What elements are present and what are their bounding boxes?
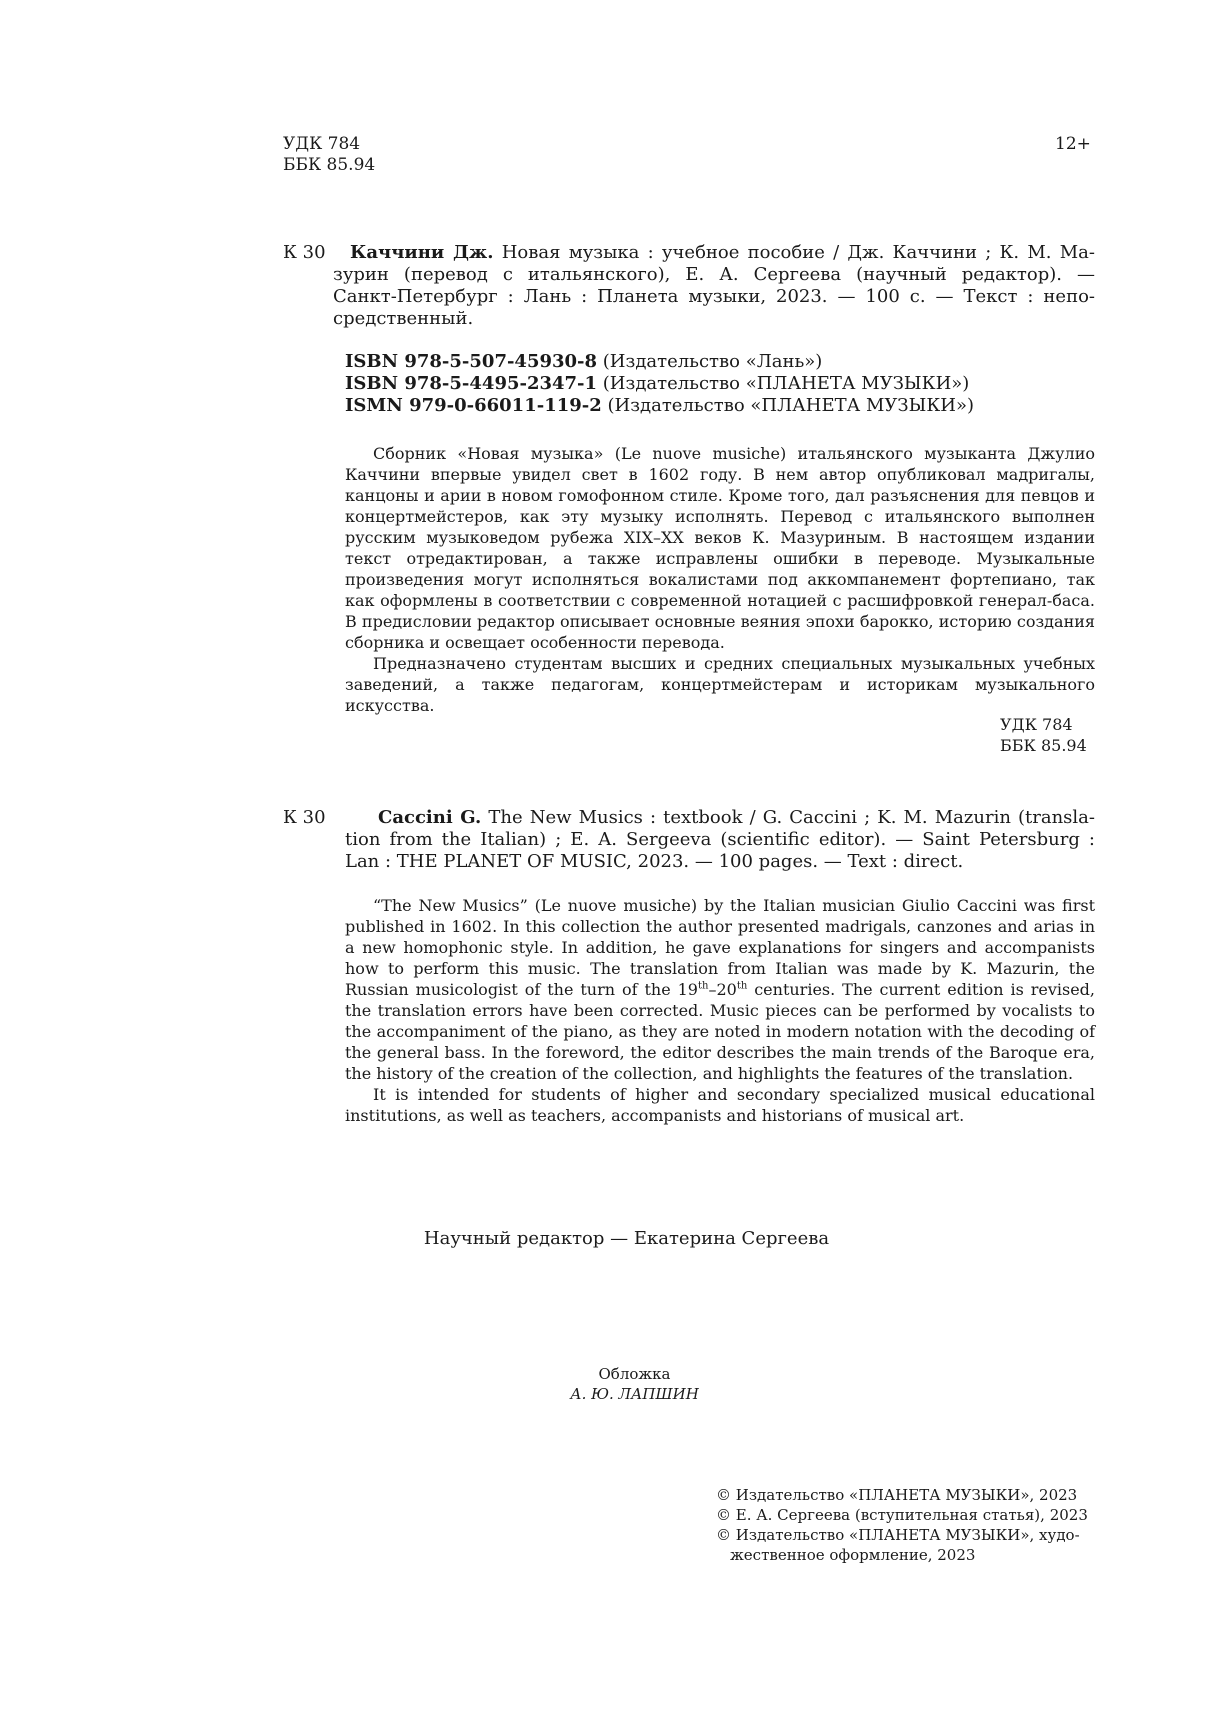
ru-entry-citation xyxy=(333,242,1095,330)
en-abstract-paragraph-1: “The New Musics” (Le nuove musiche) by the Italian musician Giulio Caccini was first published in 1602. In this collection the author presented madrigals, canzones and arias in a new homophonic style. In addition, he gave explanations for singers and accompanists how to perform this music. The translation from Italian was made by K. Mazurin, the Russian musicologist of the turn of the 19th–20th centuries. The current edition is revised, the translation errors have been corrected. Music pieces can be performed by vocalists to the accompaniment of the piano, as they are noted in modern notation with the decoding of the general bass. In the foreword, the editor describes the main trends of the Baroque era, the history of the creation of the collection, and highlights the features of the translation. xyxy=(345,896,1096,1083)
cover-artist: А. Ю. ЛАПШИН xyxy=(570,1385,699,1403)
isbn-list xyxy=(345,351,974,417)
isbn-item: ISBN 978-5-507-45930-8 (Издательство «Лань») xyxy=(345,351,823,372)
ru-abstract-paragraph-2: Предназначено студентам высших и средних специальных музыкальных учебных заведений, а также педагогам, концертмейстерам и историкам музыкального искусства. xyxy=(345,654,1095,715)
ru-citation-line-1: Каччини Дж. Новая музыка : учебное пособие / Дж. Каччини ; К. М. Ма- xyxy=(350,242,1095,263)
isbn-item: ISMN 979-0-66011-119-2 (Издательство «ПЛАНЕТА МУЗЫКИ») xyxy=(345,395,974,416)
isbn-item: ISBN 978-5-4495-2347-1 (Издательство «ПЛАНЕТА МУЗЫКИ») xyxy=(345,373,970,394)
en-citation-line-2: tion from the Italian) ; E. A. Sergeeva (scientific editor). — Saint Petersburg : xyxy=(345,829,1095,850)
header-bbk: ББК 85.94 xyxy=(283,155,376,175)
cover-label: Обложка xyxy=(598,1365,671,1383)
ru-bbk: ББК 85.94 xyxy=(1000,736,1087,755)
ru-entry-code: К 30 xyxy=(283,242,326,263)
ru-abstract xyxy=(345,443,1095,716)
ru-udk: УДК 784 xyxy=(1000,715,1073,734)
en-citation-line-1: Caccini G. The New Musics : textbook / G. Caccini ; K. M. Mazurin (transla- xyxy=(378,807,1095,828)
copyright-line: © Издательство «ПЛАНЕТА МУЗЫКИ», 2023 xyxy=(716,1486,1078,1504)
en-citation-line-3: Lan : THE PLANET OF MUSIC, 2023. — 100 pages. — Text : direct. xyxy=(345,851,964,872)
cover-credit xyxy=(0,1364,1211,1404)
copyright-block xyxy=(716,1485,1088,1565)
header-udk: УДК 784 xyxy=(283,134,361,154)
scientific-editor: Научный редактор — Екатерина Сергеева xyxy=(423,1228,830,1249)
en-entry-author: Caccini G. xyxy=(378,807,482,828)
header-classification xyxy=(283,134,375,176)
en-entry-code: К 30 xyxy=(283,807,326,828)
ru-citation-line-4: средственный. xyxy=(333,308,474,329)
ru-citation-line-3: Санкт-Петербург : Лань : Планета музыки, 2023. — 100 с. — Текст : непо- xyxy=(333,286,1095,307)
ru-classification xyxy=(1000,714,1087,756)
en-abstract-paragraph-2: It is intended for students of higher and secondary specialized musical educational institutions, as well as teachers, accompanists and historians of musical art. xyxy=(345,1085,1095,1125)
en-entry-citation xyxy=(345,807,1095,873)
en-abstract xyxy=(345,895,1095,1126)
ru-entry-author: Каччини Дж. xyxy=(350,242,494,263)
copyright-line: © Издательство «ПЛАНЕТА МУЗЫКИ», худо- xyxy=(716,1526,1080,1544)
age-rating: 12+ xyxy=(1055,134,1091,154)
ru-abstract-paragraph-1: Сборник «Новая музыка» (Le nuove musiche) итальянского музыканта Джулио Каччини впервые увидел свет в 1602 году. В нем автор опубликовал мадригалы, канцоны и арии в новом гомофонном стиле. Кроме того, дал разъяснения для певцов и концертмейстеров, как эту музыку исполнять. Перевод с итальянского выполнен русским музыковедом рубежа XIX–XX веков К. Мазуриным. В настоящем издании текст отредактирован, а также исправлены ошибки в переводе. Музыкальные произведения могут исполняться вокалистами под аккомпанемент фортепиано, так как оформлены в соответствии с современной нотацией с расшифровкой генерал-баса. В предисловии редактор описывает основные веяния эпохи барокко, историю создания сборника и освещает особенности перевода. xyxy=(345,444,1095,652)
copyright-line: © Е. А. Сергеева (вступительная статья), 2023 xyxy=(716,1506,1088,1524)
ru-citation-line-2: зурин (перевод с итальянского), Е. А. Сергеева (научный редактор). — xyxy=(333,264,1095,285)
copyright-line: жественное оформление, 2023 xyxy=(730,1546,976,1564)
